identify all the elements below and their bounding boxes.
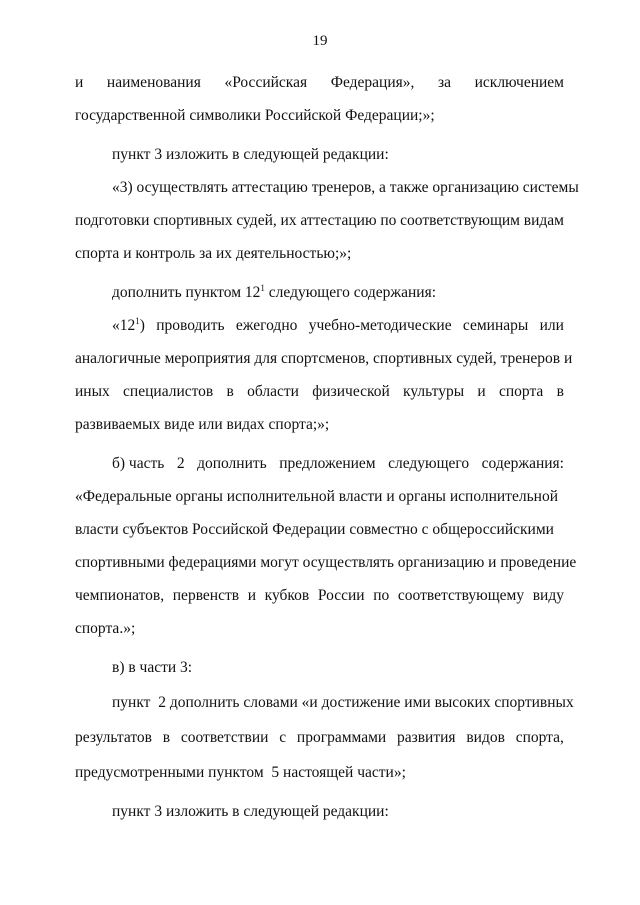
- word: видов: [466, 729, 505, 746]
- word: спортивных: [153, 212, 233, 229]
- word: и: [247, 587, 257, 604]
- text-line: государственной символики Российской Федерации;»;: [75, 107, 435, 124]
- text-line: развиваемых виде или видах спорта;»;: [75, 416, 330, 433]
- word: соответствующим: [400, 212, 520, 229]
- text-line: пункт 3 изложить в следующей редакции:: [112, 803, 389, 820]
- word: по: [380, 212, 397, 229]
- word: дополнить: [197, 455, 267, 472]
- word: спорта: [498, 383, 544, 400]
- text-fragment: дополнить пунктом 12: [112, 284, 261, 301]
- word: культуры: [403, 383, 465, 400]
- word: России: [317, 587, 365, 604]
- word: за: [437, 74, 451, 91]
- word: соответствующему: [397, 587, 525, 604]
- text-line: спорта.»;: [75, 620, 136, 637]
- word: 2: [176, 455, 185, 472]
- word: физической: [312, 383, 390, 400]
- word: и: [477, 383, 486, 400]
- word: б) часть: [112, 455, 165, 472]
- word: специалистов: [123, 383, 214, 400]
- word: [112, 316, 145, 336]
- text-line: власти субъектов Российской Федерации совместно с общероссийскими: [75, 521, 554, 538]
- text-fragment: ): [139, 317, 145, 334]
- superscript: 1: [135, 316, 140, 326]
- word: исключением: [474, 74, 564, 91]
- text-fragment: следующего содержания:: [264, 284, 437, 301]
- word: соответствии: [180, 729, 269, 746]
- word: и: [75, 74, 84, 91]
- superscript: 1: [260, 283, 265, 293]
- word: аттестацию: [300, 212, 377, 229]
- word: учебно-методические: [308, 317, 452, 334]
- text-line: спорта и контроль за их деятельностью;»;: [75, 245, 352, 262]
- word: следующего: [388, 455, 470, 472]
- text-line: предусмотренными пунктом 5 настоящей части»;: [75, 764, 406, 781]
- text-line: «Федеральные органы исполнительной власти и органы исполнительной: [75, 488, 558, 505]
- word: с: [279, 729, 287, 746]
- word: результатов: [75, 729, 152, 746]
- text-line: пункт 2 дополнить словами «и достижение ими высоких спортивных: [112, 694, 574, 711]
- word: видам: [523, 212, 564, 229]
- word: подготовки: [75, 212, 150, 229]
- word: виду: [532, 587, 564, 604]
- word: «Российская: [224, 74, 308, 91]
- text-line: [112, 283, 436, 303]
- word: развития: [396, 729, 456, 746]
- text-line: спортивными федерациями могут осуществлять организацию и проведение: [75, 554, 577, 571]
- text-fragment: «12: [112, 317, 136, 334]
- text-line: [75, 382, 564, 402]
- word: в: [162, 729, 171, 746]
- word: предложением: [279, 455, 376, 472]
- word: в: [226, 383, 234, 400]
- text-line: [75, 211, 564, 231]
- word: содержания:: [481, 455, 564, 472]
- text-line: пункт 3 изложить в следующей редакции:: [112, 146, 389, 163]
- word: области: [247, 383, 299, 400]
- word: судей,: [236, 212, 277, 229]
- text-line: аналогичные мероприятия для спортсменов, спортивных судей, тренеров и: [75, 350, 573, 367]
- text-line: [75, 728, 564, 748]
- word: их: [280, 212, 297, 229]
- word: семинары: [462, 317, 529, 334]
- word: иных: [75, 383, 110, 400]
- word: Федерация»,: [330, 74, 415, 91]
- word: чемпионатов,: [75, 587, 165, 604]
- text-line: «3) осуществлять аттестацию тренеров, а также организацию системы: [112, 179, 579, 196]
- text-line: [112, 454, 564, 474]
- text-line: в) в части 3:: [112, 659, 193, 676]
- word: в: [556, 383, 564, 400]
- word: или: [539, 317, 564, 334]
- word: ежегодно: [235, 317, 298, 334]
- text-line: [112, 316, 564, 336]
- word: первенств: [172, 587, 240, 604]
- word: программами: [296, 729, 387, 746]
- page-number: 19: [312, 33, 328, 49]
- word: проводить: [156, 317, 225, 334]
- text-line: [75, 73, 564, 93]
- text-line: [75, 586, 564, 606]
- word: спорта,: [515, 729, 564, 746]
- word: наименования: [106, 74, 201, 91]
- word: по: [373, 587, 390, 604]
- word: кубков: [264, 587, 310, 604]
